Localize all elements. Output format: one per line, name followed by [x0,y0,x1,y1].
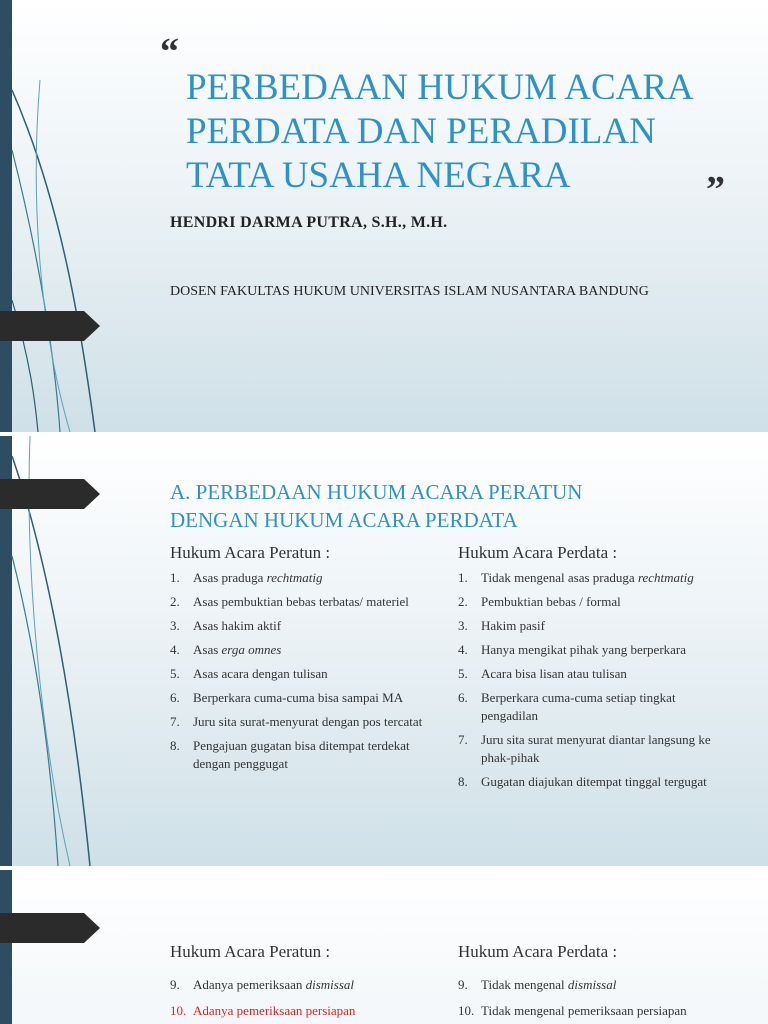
item-number: 10. [170,1003,187,1018]
list-item [170,641,438,659]
arrow-marker-icon [0,479,100,509]
list-item [458,1002,728,1020]
item-number: 3. [458,618,468,633]
item-text: Pembuktian bebas / formal [481,594,621,609]
item-text: Adanya pemeriksaan [193,977,306,992]
item-text: Juru sita surat menyurat diantar langsung ke phak-pihak [481,732,711,765]
item-text: Hakim pasif [481,618,545,633]
author-affiliation: DOSEN FAKULTAS HUKUM UNIVERSITAS ISLAM NUSANTARA BANDUNG [170,284,649,299]
comparison-slide-2 [0,870,768,1024]
item-text: Acara bisa lisan atau tulisan [481,666,627,681]
item-number: 5. [458,666,468,681]
author-name: HENDRI DARMA PUTRA, S.H., M.H. [170,214,448,231]
list-item [170,569,438,587]
item-number: 2. [458,594,468,609]
item-text: Tidak mengenal [481,977,568,992]
item-text: Asas [193,642,222,657]
list-item [458,689,728,725]
item-number: 1. [170,570,180,585]
list-item [170,689,438,707]
left-column-heading: Hukum Acara Peratun : [170,543,331,562]
item-number: 9. [458,977,468,992]
title-line: A. PERBEDAAN HUKUM ACARA PERATUN [170,480,583,504]
left-list [170,976,438,1024]
close-quote: ” [706,169,725,211]
item-emphasis: dismissal [305,977,355,992]
right-column-heading: Hukum Acara Perdata : [458,543,618,562]
left-column-heading: Hukum Acara Peratun : [170,942,331,961]
item-number: 4. [458,642,468,657]
item-text: Adanya pemeriksaan persiapan [193,1003,356,1018]
item-emphasis: erga omnes [221,642,282,657]
comparison-slide-1 [0,436,768,866]
list-item [458,665,728,683]
decorative-curves [0,0,120,432]
title-line: TATA USAHA NEGARA [186,155,571,196]
list-item [458,569,728,587]
list-item [170,617,438,635]
item-text: Asas acara dengan tulisan [193,666,328,681]
slide-title [186,66,746,198]
slide-left-bar [0,870,12,1024]
item-number: 3. [170,618,180,633]
item-emphasis: rechtmatig [637,570,694,585]
list-item [458,593,728,611]
item-text: Tidak mengenal pemeriksaan persiapan [481,1003,687,1018]
item-number: 8. [458,774,468,789]
item-number: 10. [458,1003,475,1018]
item-number: 8. [170,738,180,753]
arrow-marker-icon [0,913,100,943]
item-number: 6. [458,690,468,705]
item-number: 7. [458,732,468,747]
right-list [458,976,728,1024]
list-item [170,1002,438,1020]
item-number: 2. [170,594,180,609]
item-text: Asas hakim aktif [193,618,282,633]
item-number: 6. [170,690,180,705]
item-emphasis: dismissal [567,977,617,992]
list-item [458,731,728,767]
list-item [170,976,438,994]
list-item [458,976,728,994]
section-title [170,478,730,534]
item-number: 9. [170,977,180,992]
item-number: 4. [170,642,180,657]
item-number: 5. [170,666,180,681]
list-item [170,665,438,683]
item-number: 1. [458,570,468,585]
list-item [458,773,728,791]
right-list [458,569,728,797]
item-text: Asas praduga [193,570,267,585]
list-item [170,737,438,773]
list-item [458,617,728,635]
item-text: Berperkara cuma-cuma setiap tingkat pengadilan [481,690,676,723]
item-text: Tidak mengenal asas praduga [481,570,638,585]
left-list [170,569,438,779]
title-line: DENGAN HUKUM ACARA PERDATA [170,508,518,532]
item-text: Juru sita surat-menyurat dengan pos tercatat [193,714,423,729]
item-text: Asas pembuktian bebas terbatas/ materiel [193,594,409,609]
title-line: PERBEDAAN HUKUM ACARA [186,67,694,108]
open-quote: “ [160,31,179,73]
right-column-heading: Hukum Acara Perdata : [458,942,618,961]
item-number: 7. [170,714,180,729]
item-text: Hanya mengikat pihak yang berperkara [481,642,687,657]
item-text: Berperkara cuma-cuma bisa sampai MA [193,690,404,705]
title-line: PERDATA DAN PERADILAN [186,111,656,152]
list-item [170,713,438,731]
item-text: Pengajuan gugatan bisa ditempat terdekat dengan penggugat [193,738,410,771]
title-slide [0,0,768,432]
list-item [458,641,728,659]
item-emphasis: rechtmatig [266,570,323,585]
item-text: Gugatan diajukan ditempat tinggal tergugat [481,774,707,789]
list-item [170,593,438,611]
arrow-marker-icon [0,311,100,341]
